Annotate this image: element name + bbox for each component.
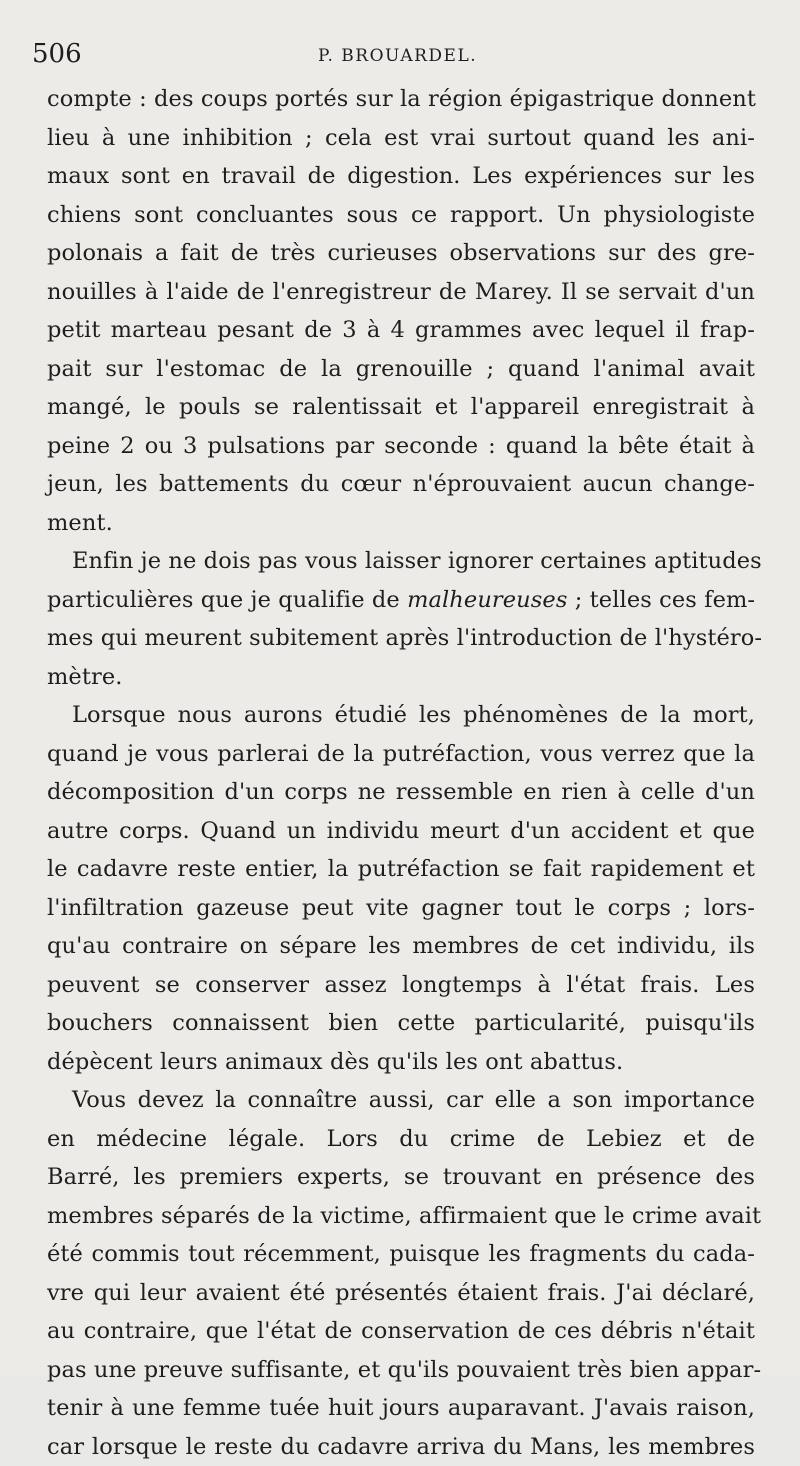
- text-line: car lorsque le reste du cadavre arriva du Mans, les membres: [47, 1428, 755, 1466]
- text-line: compte : des coups portés sur la région épigastrique donnent: [47, 80, 755, 119]
- text-line: bouchers connaissent bien cette particularité, puisqu'ils: [47, 1004, 755, 1043]
- text-line: Barré, les premiers experts, se trouvant en présence des: [47, 1158, 755, 1197]
- text-line: chiens sont concluantes sous ce rapport. Un physiologiste: [47, 196, 755, 235]
- text-line: été commis tout récemment, puisque les fragments du cada-: [47, 1235, 755, 1274]
- text-segment: particulières que je qualifie de: [47, 587, 407, 613]
- paragraph-start-line: Vous devez la connaître aussi, car elle a son importance: [47, 1081, 755, 1120]
- text-line: en médecine légale. Lors du crime de Lebiez et de: [47, 1120, 755, 1159]
- text-line: quand je vous parlerai de la putréfaction, vous verrez que la: [47, 735, 755, 774]
- text-line: mètre.: [47, 658, 755, 697]
- text-line: l'infiltration gazeuse peut vite gagner tout le corps ; lors-: [47, 889, 755, 928]
- text-line: mes qui meurent subitement après l'introduction de l'hystéro-: [47, 619, 755, 658]
- text-line: le cadavre reste entier, la putréfaction se fait rapidement et: [47, 850, 755, 889]
- text-line: dépècent leurs animaux dès qu'ils les ont abattus.: [47, 1043, 755, 1082]
- text-line: qu'au contraire on sépare les membres de cet individu, ils: [47, 927, 755, 966]
- text-line: jeun, les battements du cœur n'éprouvaient aucun change-: [47, 465, 755, 504]
- text-line: au contraire, que l'état de conservation de ces débris n'était: [47, 1312, 755, 1351]
- text-line: lieu à une inhibition ; cela est vrai surtout quand les ani-: [47, 119, 755, 158]
- body-text: [47, 80, 755, 1466]
- text-line: vre qui leur avaient été présentés étaient frais. J'ai déclaré,: [47, 1274, 755, 1313]
- text-line: polonais a fait de très curieuses observations sur des gre-: [47, 234, 755, 273]
- paragraph-start-line: Enfin je ne dois pas vous laisser ignorer certaines aptitudes: [47, 542, 755, 581]
- text-line: décomposition d'un corps ne ressemble en rien à celle d'un: [47, 773, 755, 812]
- text-segment: ; telles ces fem-: [567, 587, 755, 613]
- paragraph-start-line: Lorsque nous aurons étudié les phénomènes de la mort,: [47, 696, 755, 735]
- text-line: tenir à une femme tuée huit jours auparavant. J'avais raison,: [47, 1389, 755, 1428]
- text-line: peuvent se conserver assez longtemps à l'état frais. Les: [47, 966, 755, 1005]
- text-line: maux sont en travail de digestion. Les expériences sur les: [47, 157, 755, 196]
- text-line: mangé, le pouls se ralentissait et l'appareil enregistrait à: [47, 388, 755, 427]
- text-line: petit marteau pesant de 3 à 4 grammes avec lequel il frap-: [47, 311, 755, 350]
- text-line: peine 2 ou 3 pulsations par seconde : quand la bête était à: [47, 427, 755, 466]
- text-line: autre corps. Quand un individu meurt d'un accident et que: [47, 812, 755, 851]
- page-number: 506: [32, 34, 82, 74]
- running-head: P. BROUARDEL.: [318, 38, 477, 74]
- text-line: membres séparés de la victime, affirmaient que le crime avait: [47, 1197, 755, 1236]
- text-line: [47, 581, 755, 620]
- page-header: [32, 34, 752, 74]
- text-line: pas une preuve suffisante, et qu'ils pouvaient très bien appar-: [47, 1351, 755, 1390]
- text-line: nouilles à l'aide de l'enregistreur de Marey. Il se servait d'un: [47, 273, 755, 312]
- text-line: ment.: [47, 504, 755, 543]
- text-line: pait sur l'estomac de la grenouille ; quand l'animal avait: [47, 350, 755, 389]
- italic-term: malheureuses: [407, 587, 567, 613]
